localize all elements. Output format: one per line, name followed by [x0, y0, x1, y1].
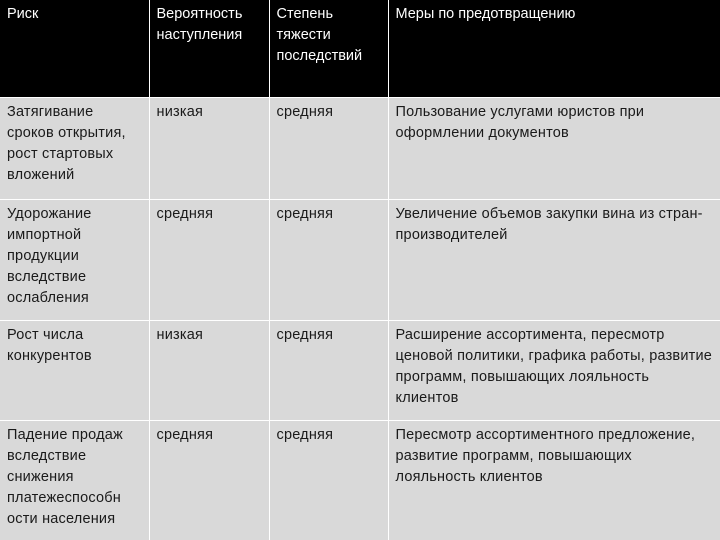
- table-row: [0, 199, 720, 320]
- cell-probability: низкая: [149, 320, 269, 421]
- cell-probability: средняя: [149, 421, 269, 540]
- cell-measures: Расширение ассортимента, пересмотр ценовой политики, графика работы, развитие программ, повышающих лояльность клиентов: [388, 320, 720, 421]
- cell-severity: средняя: [269, 98, 388, 200]
- table-row: [0, 320, 720, 421]
- cell-risk: Удорожание импортной продукции вследствие ослабления: [0, 199, 149, 320]
- cell-measures: Увеличение объемов закупки вина из стран-производителей: [388, 199, 720, 320]
- cell-risk: Падение продаж вследствие снижения платежеспособн ости населения: [0, 421, 149, 540]
- cell-measures: Пользование услугами юристов при оформлении документов: [388, 98, 720, 200]
- cell-risk: Затягивание сроков открытия, рост стартовых вложений: [0, 98, 149, 200]
- cell-severity: средняя: [269, 421, 388, 540]
- table-header-row: [0, 0, 720, 98]
- header-severity: Степень тяжести последствий: [269, 0, 388, 98]
- cell-severity: средняя: [269, 199, 388, 320]
- header-probability: Вероятность наступления: [149, 0, 269, 98]
- cell-severity: средняя: [269, 320, 388, 421]
- table-row: [0, 98, 720, 200]
- cell-measures: Пересмотр ассортиментного предложение, развитие программ, повышающих лояльность клиентов: [388, 421, 720, 540]
- cell-risk: Рост числа конкурентов: [0, 320, 149, 421]
- header-measures: Меры по предотвращению: [388, 0, 720, 98]
- cell-probability: низкая: [149, 98, 269, 200]
- cell-probability: средняя: [149, 199, 269, 320]
- header-risk: Риск: [0, 0, 149, 98]
- table-row: [0, 421, 720, 540]
